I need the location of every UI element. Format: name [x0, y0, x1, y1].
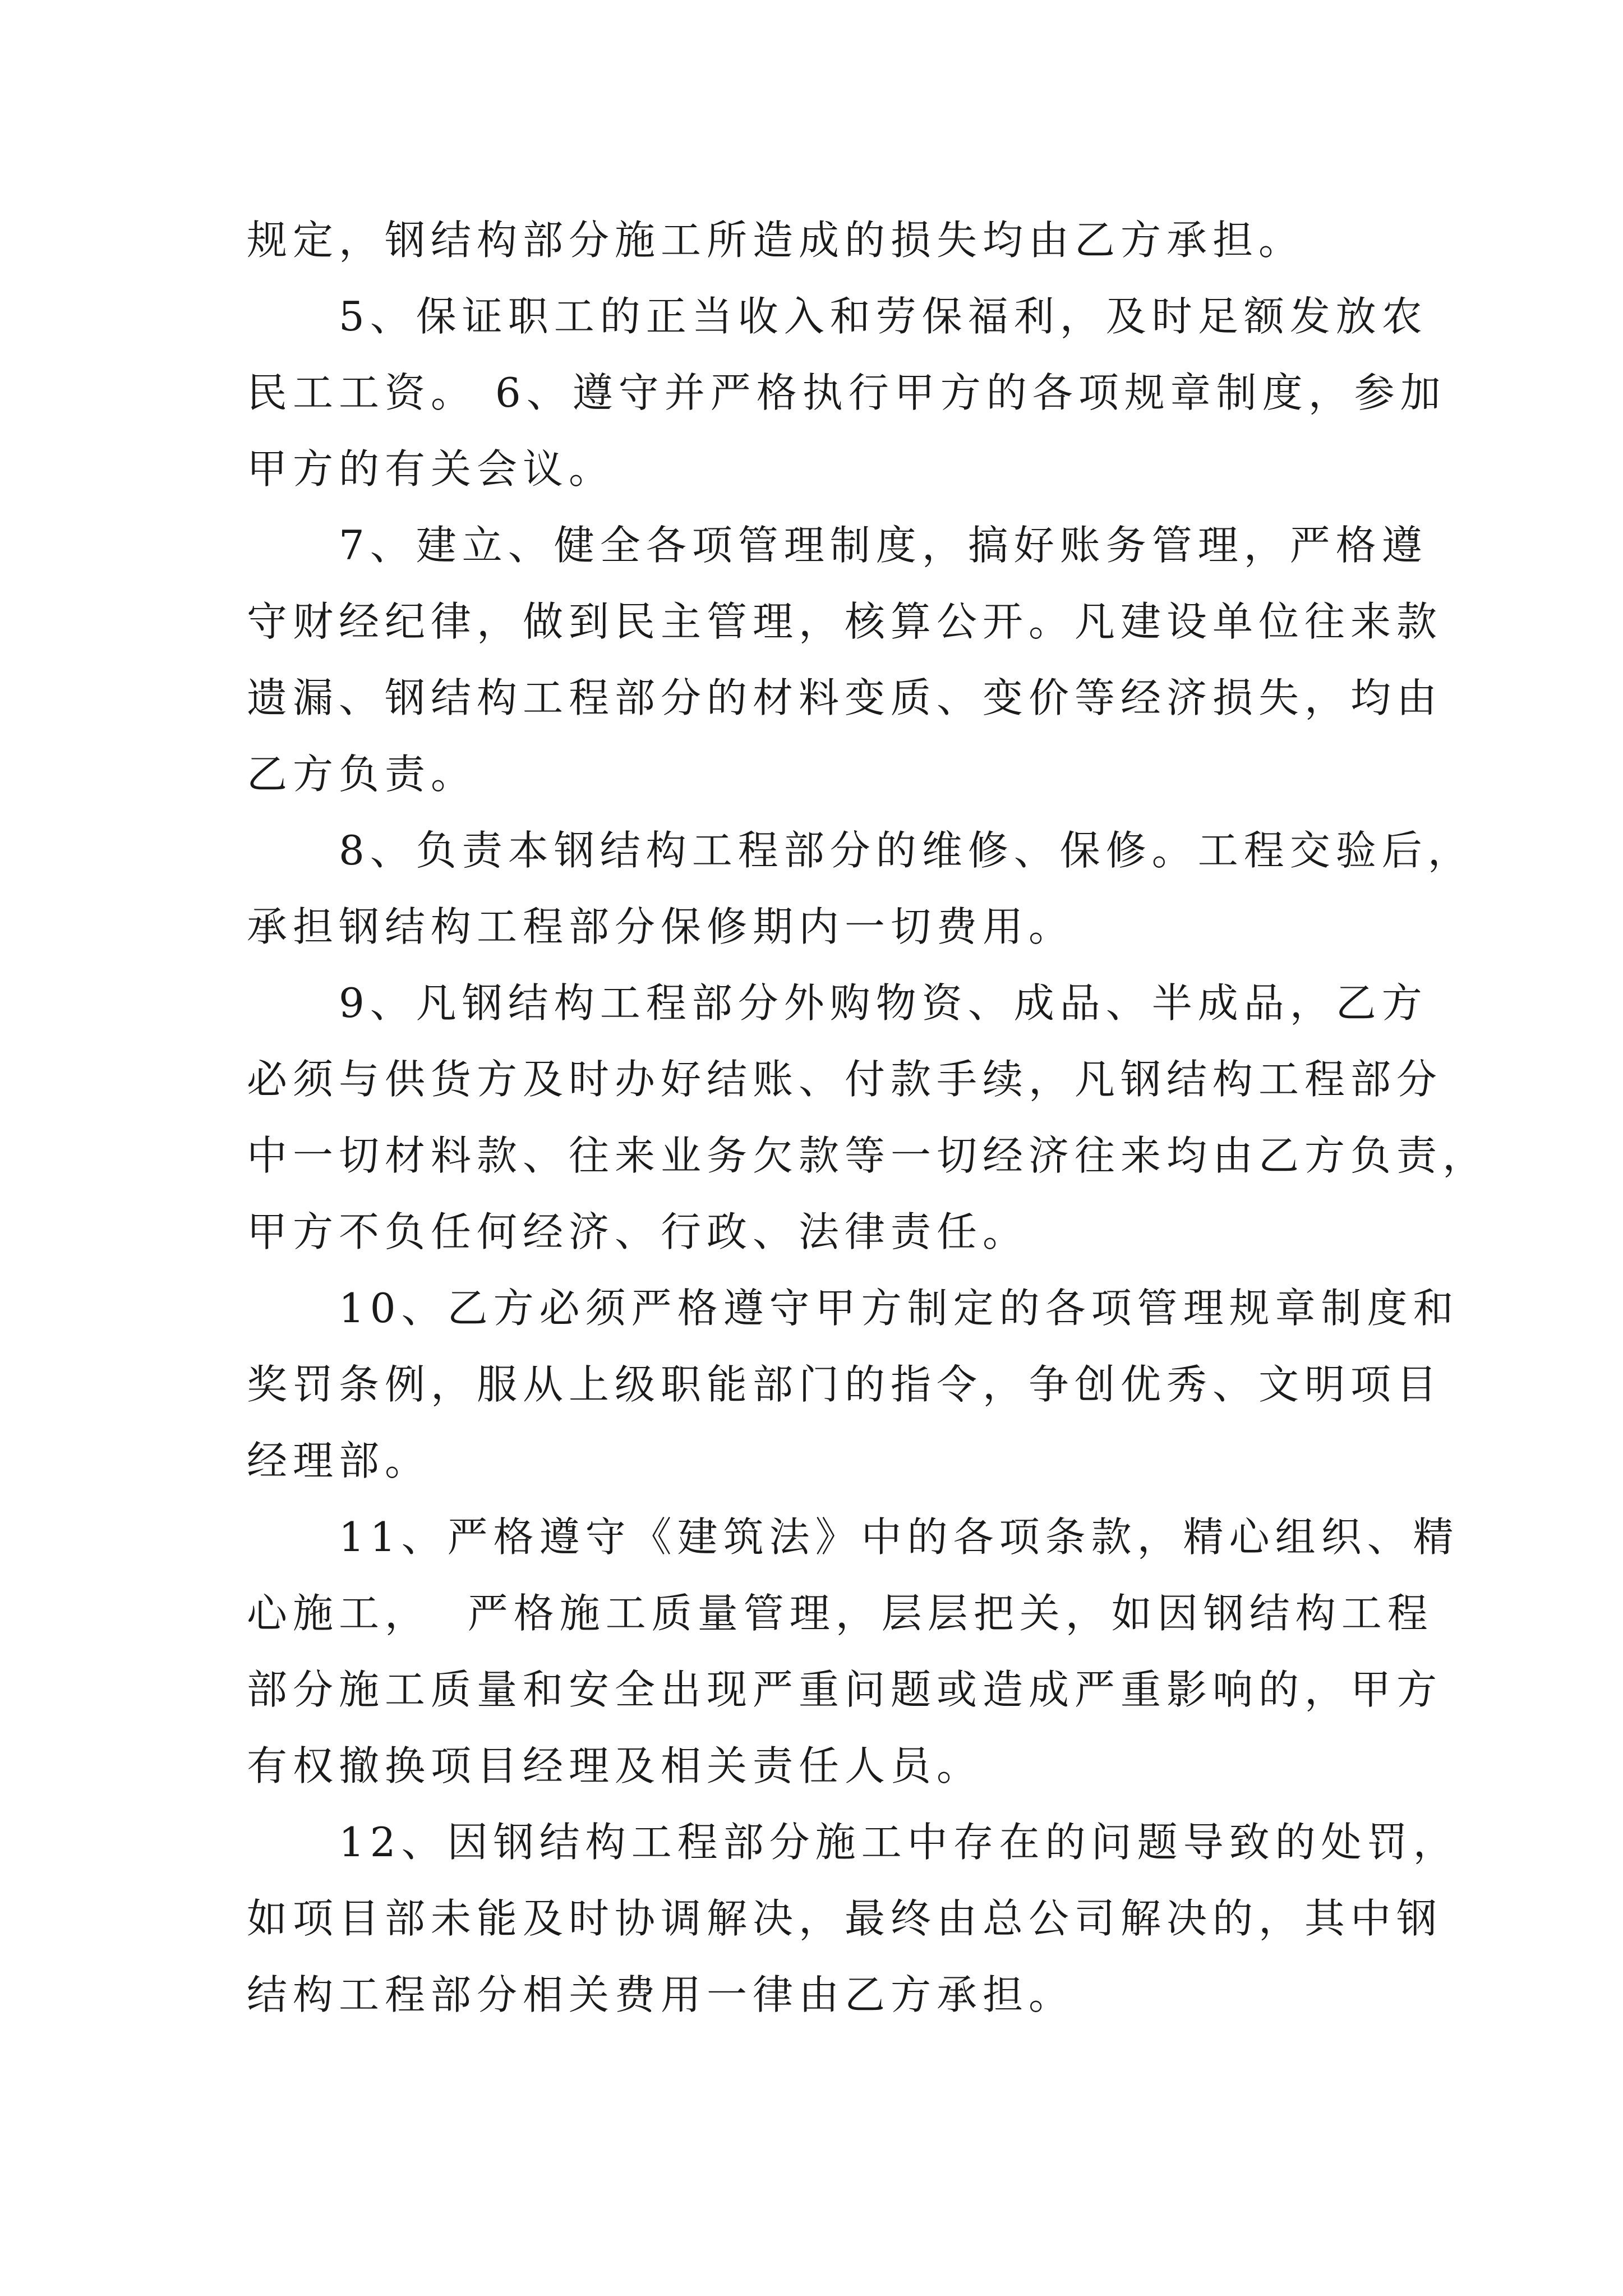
- text-line: 如项目部未能及时协调解决，最终由总公司解决的，其中钢: [247, 1895, 1443, 1942]
- text-line: 甲方的有关会议。: [247, 445, 615, 493]
- text-line: 5、保证职工的正当收入和劳保福利，及时足额发放农: [247, 293, 1428, 340]
- text-line: 奖罚条例，服从上级职能部门的指令，争创优秀、文明项目: [247, 1361, 1443, 1408]
- text-line: 规定，钢结构部分施工所造成的损失均由乙方承担。: [247, 217, 1305, 264]
- text-line: 结构工程部分相关费用一律由乙方承担。: [247, 1971, 1075, 2018]
- text-line: 有权撤换项目经理及相关责任人员。: [247, 1742, 983, 1789]
- body-text: [247, 202, 1489, 2033]
- text-line: 部分施工质量和安全出现严重问题或造成严重影响的，甲方: [247, 1666, 1443, 1713]
- text-line: 中一切材料款、往来业务欠款等一切经济往来均由乙方负责，: [247, 1132, 1489, 1179]
- text-line: 8、负责本钢结构工程部分的维修、保修。工程交验后，: [247, 827, 1474, 874]
- text-line: 甲方不负任何经济、行政、法律责任。: [247, 1208, 1029, 1255]
- text-line: 必须与供货方及时办好结账、付款手续，凡钢结构工程部分: [247, 1056, 1443, 1103]
- text-line: 10、乙方必须严格遵守甲方制定的各项管理规章制度和: [247, 1285, 1459, 1332]
- text-line: 遗漏、钢结构工程部分的材料变质、变价等经济损失，均由: [247, 674, 1443, 721]
- text-line: 承担钢结构工程部分保修期内一切费用。: [247, 903, 1075, 950]
- text-line: 经理部。: [247, 1437, 431, 1484]
- text-line: 11、严格遵守《建筑法》中的各项条款，精心组织、精: [247, 1513, 1459, 1561]
- text-line: 乙方负责。: [247, 751, 477, 798]
- text-line: 7、建立、健全各项管理制度，搞好账务管理，严格遵: [247, 522, 1428, 569]
- text-line: 12、因钢结构工程部分施工中存在的问题导致的处罚，: [247, 1819, 1459, 1866]
- text-line: 民工工资。 6、遵守并严格执行甲方的各项规章制度，参加: [247, 369, 1446, 416]
- text-line: 心施工， 严格施工质量管理，层层把关，如因钢结构工程: [247, 1590, 1433, 1637]
- text-line: 守财经纪律，做到民主管理，核算公开。凡建设单位往来款: [247, 598, 1443, 645]
- text-line: 9、凡钢结构工程部分外购物资、成品、半成品，乙方: [247, 979, 1428, 1027]
